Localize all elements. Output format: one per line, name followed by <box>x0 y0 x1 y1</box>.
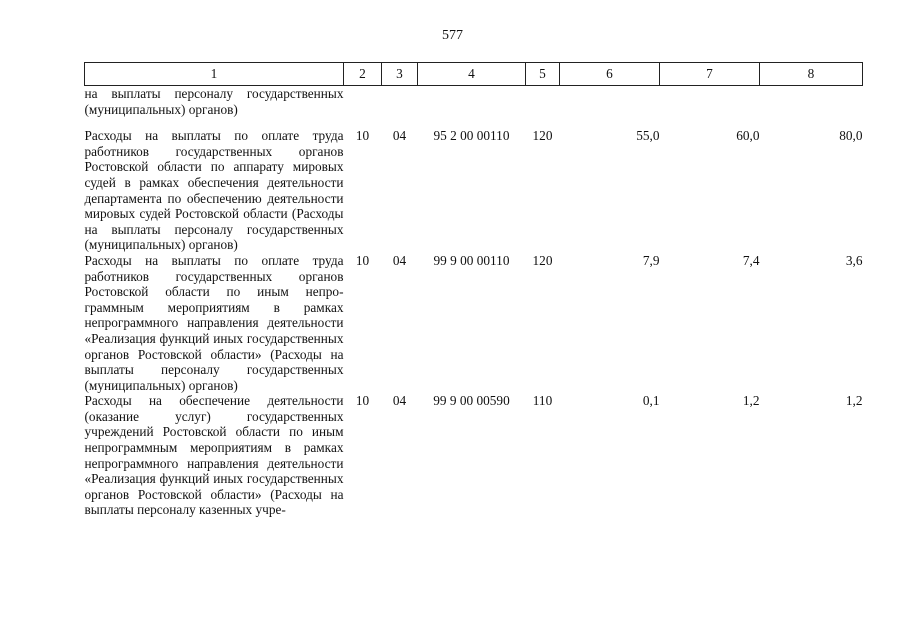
row-expense-type: 120 <box>532 252 553 268</box>
row-section: 10 <box>355 393 370 409</box>
budget-table <box>84 62 863 518</box>
row-target-code: 99 9 00 00590 <box>433 393 510 409</box>
table-row <box>85 128 863 253</box>
row-expense-type: 120 <box>532 128 553 144</box>
row-subsection: 04 <box>392 128 407 144</box>
table-row-continuation <box>85 86 863 129</box>
column-header-5: 5 <box>526 63 560 86</box>
row-target-code: 95 2 00 00110 <box>433 128 510 144</box>
row-subsection: 04 <box>392 393 407 409</box>
row-target-code: 99 9 00 00110 <box>433 252 510 268</box>
row-amount-col6: 0,1 <box>642 393 660 409</box>
row-amount-col6: 7,9 <box>642 252 660 268</box>
row-amount-col8: 3,6 <box>845 252 863 268</box>
table-header-row <box>85 63 863 86</box>
column-header-6: 6 <box>560 63 660 86</box>
row-amount-col7: 7,4 <box>742 252 760 268</box>
column-header-2: 2 <box>344 63 382 86</box>
column-header-8: 8 <box>760 63 863 86</box>
column-header-7: 7 <box>660 63 760 86</box>
row-amount-col8: 1,2 <box>845 393 863 409</box>
page-number: 577 <box>442 28 463 43</box>
row-section: 10 <box>355 128 370 144</box>
row-section: 10 <box>355 252 370 268</box>
row-description: Расходы на обеспечение деятельности (оказание услуг) государственных учреждений Ростовской области по иным непрограммным мероприятиям в рамках непрограммного направления деятельности «Реализация функций иных государственных органов Ростовской области» (Расходы на выплаты персоналу казенных учре- <box>84 393 344 518</box>
row-description: Расходы на выплаты по оплате труда работников государственных органов Ростовской области по аппарату мировых судей в рамках обеспечения деятельности департамента по обеспечению деятельности мировых судей Ростовской области (Расходы на выплаты персоналу государственных (муниципальных) органов) <box>84 128 344 253</box>
column-header-4: 4 <box>418 63 526 86</box>
row-description: Расходы на выплаты по оплате труда работников государственных органов Ростовской области по иным непрограммным мероприятиям в рамках непрограммного направления деятельности «Реализация функций иных государственных органов Ростовской области» (Расходы на выплаты персоналу государственных (муниципальных) органов) <box>84 252 344 393</box>
row-description: на выплаты персоналу государственных (муниципальных) органов) <box>84 86 344 117</box>
row-amount-col6: 55,0 <box>636 128 660 144</box>
row-amount-col7: 60,0 <box>736 128 760 144</box>
table-row <box>85 393 863 518</box>
column-header-1: 1 <box>85 63 344 86</box>
row-amount-col7: 1,2 <box>742 393 760 409</box>
row-amount-col8: 80,0 <box>839 128 863 144</box>
row-expense-type: 110 <box>532 393 553 409</box>
column-header-3: 3 <box>382 63 418 86</box>
table-row <box>85 253 863 393</box>
row-subsection: 04 <box>392 252 407 268</box>
